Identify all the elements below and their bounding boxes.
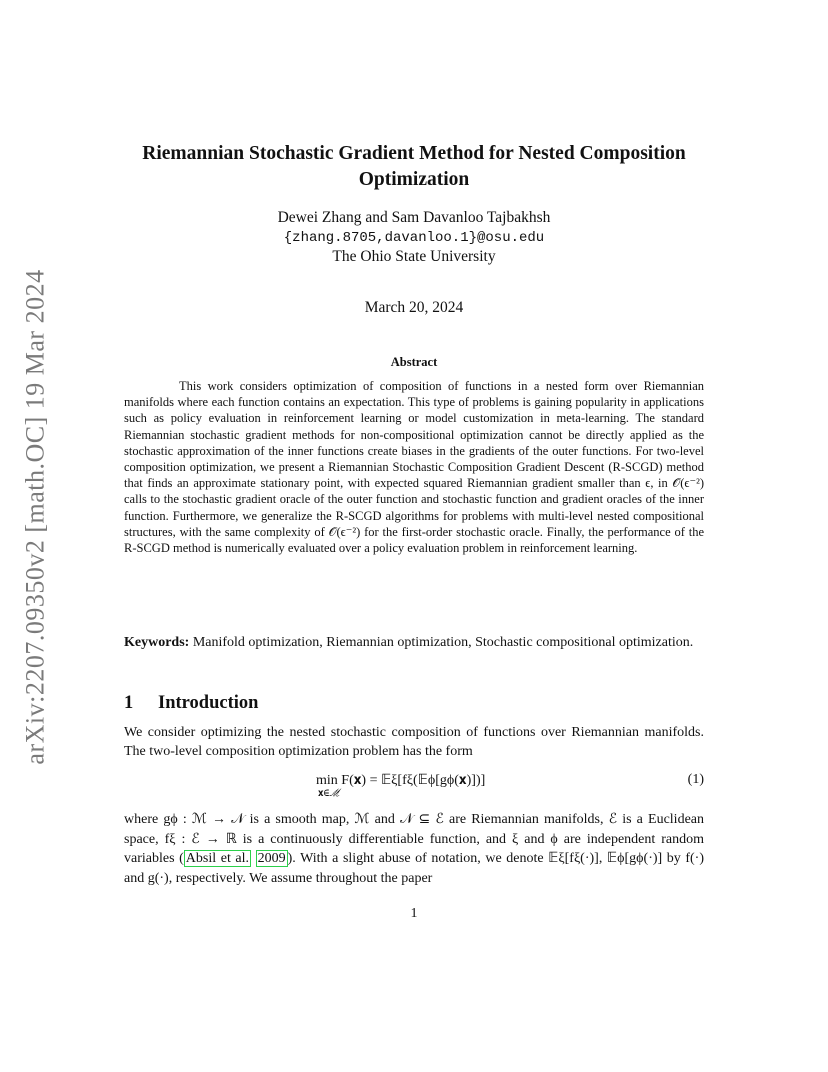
section-title: Introduction [158,693,259,713]
citation-link-year[interactable]: 2009 [257,851,286,866]
abstract-heading: Abstract [390,355,438,369]
arxiv-identifier-text: arXiv:2207.09350v2 [math.OC] 19 Mar 2024 [21,269,51,765]
author-list: Dewei Zhang and Sam Davanloo Tajbakhsh [277,209,551,226]
keywords-text: Manifold optimization, Riemannian optimization, Stochastic compositional optimization. [192,635,694,650]
arxiv-identifier [16,262,56,772]
body-paragraph [124,810,704,888]
author-affiliation: The Ohio State University [332,248,496,265]
citation-link-author[interactable]: Absil et al. [185,851,250,866]
equation-1 [124,770,704,804]
abstract-block [124,378,704,556]
abstract-text: This work considers optimization of composition of functions in a nested form over Riemannian manifolds where each function contains an expectation. This type of problems is gaining popularity in applications such as policy evaluation in reinforcement learning or model customization in meta-learning. The standard Riemannian stochastic gradient methods for non-compositional optimization cannot be directly applied as the stochastic approximation of the inner functions create biases in the gradients of the outer functions. For two-level composition optimization, we present a Riemannian Stochastic Composition Gradient Descent (R-SCGD) method that finds an approximate stationary point, with expected squared Riemannian gradient smaller than ϵ, in 𝒪(ϵ⁻²) calls to the stochastic gradient oracle of the outer function and stochastic function and gradient oracles of the inner function. Furthermore, we generalize the R-SCGD algorithms for problems with multi-level nested compositional structures, with the same complexity of 𝒪(ϵ⁻²) for the first-order stochastic oracle. Finally, the performance of the R-SCGD method is numerically evaluated over a policy evaluation problem in reinforcement learning. [124,379,704,556]
page-number: 1 [410,906,418,921]
keywords-label: Keywords: [124,635,190,650]
paper-date: March 20, 2024 [364,299,464,316]
paper-title: Riemannian Stochastic Gradient Method for Nested Composition Optimization [142,143,686,190]
body-text-before-citation: where gϕ : ℳ → 𝒩 is a smooth map, ℳ and 𝒩 ⊆ ℰ are Riemannian manifolds, ℰ is a Euclidean space, fξ : ℰ → ℝ is a continuously differentiable function, and ξ and ϕ are independent random variables ( [124,812,704,866]
section-heading [124,693,704,714]
body-text-after-citation: ). With a slight abuse of notation, we denote 𝔼ξ[fξ(·)], 𝔼ϕ[gϕ(·)] by f(·) and g(·), respectively. We assume throughout the paper [124,851,705,886]
equation-subscript: 𝐱∈ℳ [318,788,342,799]
equation-number: (1) [687,772,704,787]
author-email: {zhang.8705,davanloo.1}@osu.edu [283,230,545,246]
equation-body: min F(𝐱) = 𝔼ξ[fξ(𝔼ϕ[gϕ(𝐱)])] [316,773,486,788]
keywords [124,633,704,652]
intro-paragraph: We consider optimizing the nested stochastic composition of functions over Riemannian manifolds. The two-level composition optimization problem has the form [124,725,704,759]
section-number: 1 [124,693,134,713]
